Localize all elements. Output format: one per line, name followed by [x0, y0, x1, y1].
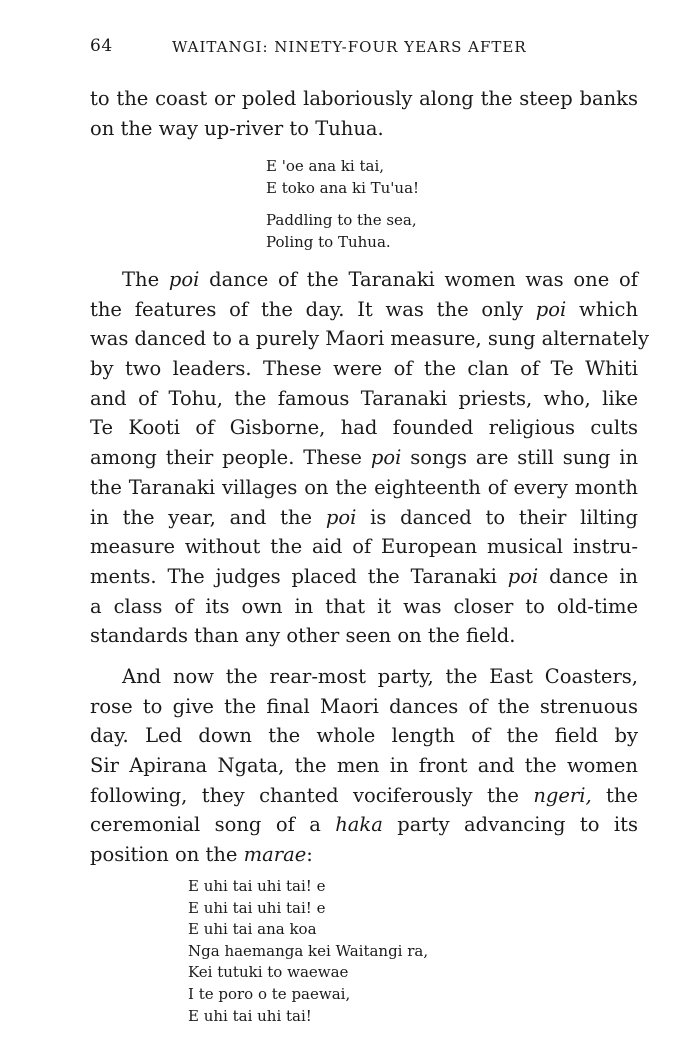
text-line: was danced to a purely Maori measure, sung alternately [90, 327, 650, 351]
text-line: on the way up-river to Tuhua. [90, 116, 384, 140]
text-line: a class of its own in that it was closer to old-time [90, 594, 638, 618]
text-line: ceremonial song of a haka party advancing to its [90, 813, 638, 837]
text-line: Sir Apirana Ngata, the men in front and the women [90, 754, 638, 778]
verse-line: Nga haemanga kei Waitangi ra, [188, 941, 429, 960]
text-line: among their people. These poi songs are still sung in [90, 446, 639, 470]
paragraph-east-coasters [90, 662, 638, 870]
text-line: Te Kooti of Gisborne, had founded religious cults [90, 416, 638, 440]
page-header [90, 36, 638, 60]
text-line: and of Tohu, the famous Taranaki priests, who, like [90, 386, 638, 410]
verse-haka-chant [188, 876, 428, 1027]
verse-line: E uhi tai ana koa [188, 920, 317, 939]
text-line: in the year, and the poi is danced to their lilting [90, 505, 638, 529]
running-title: WAITANGI: NINETY-FOUR YEARS AFTER [172, 38, 527, 56]
verse-maori [266, 156, 419, 199]
text-line: the features of the day. It was the only poi which [90, 297, 639, 321]
verse-line: Paddling to the sea, [266, 211, 417, 229]
text-line: rose to give the final Maori dances of the strenuous [90, 694, 638, 718]
text-line: The poi dance of the Taranaki women was one of [122, 268, 638, 291]
text-line: position on the marae: [90, 843, 313, 867]
text-line: following, they chanted vociferously the ngeri, the [90, 783, 638, 807]
text-line: the Taranaki villages on the eighteenth of every month [90, 475, 638, 499]
verse-line: E 'oe ana ki tai, [266, 157, 385, 175]
verse-line: E toko ana ki Tu'ua! [266, 178, 420, 197]
text-line: And now the rear-most party, the East Coasters, [122, 665, 638, 688]
paragraph-poi-dance [90, 265, 650, 651]
text-line: by two leaders. These were of the clan of Te Whiti [90, 357, 638, 381]
verse-line: Poling to Tuhua. [266, 232, 391, 251]
text-line: day. Led down the whole length of the field by [90, 724, 638, 748]
text-line: standards than any other seen on the field. [90, 624, 516, 648]
verse-line: E uhi tai uhi tai! e [188, 898, 326, 917]
text-line: measure without the aid of European musical instru- [90, 535, 638, 559]
verse-line: Kei tutuki to waewae [188, 963, 349, 982]
paragraph-continued [90, 84, 638, 143]
verse-line: E uhi tai uhi tai! [188, 1006, 312, 1025]
text-line: ments. The judges placed the Taranaki poi dance in [90, 564, 638, 588]
verse-line: E uhi tai uhi tai! e [188, 877, 326, 895]
verse-english [266, 210, 417, 253]
page-number: 64 [90, 36, 113, 56]
verse-line: I te poro o te paewai, [188, 984, 351, 1003]
text-line: to the coast or poled laboriously along the steep banks [90, 87, 638, 110]
